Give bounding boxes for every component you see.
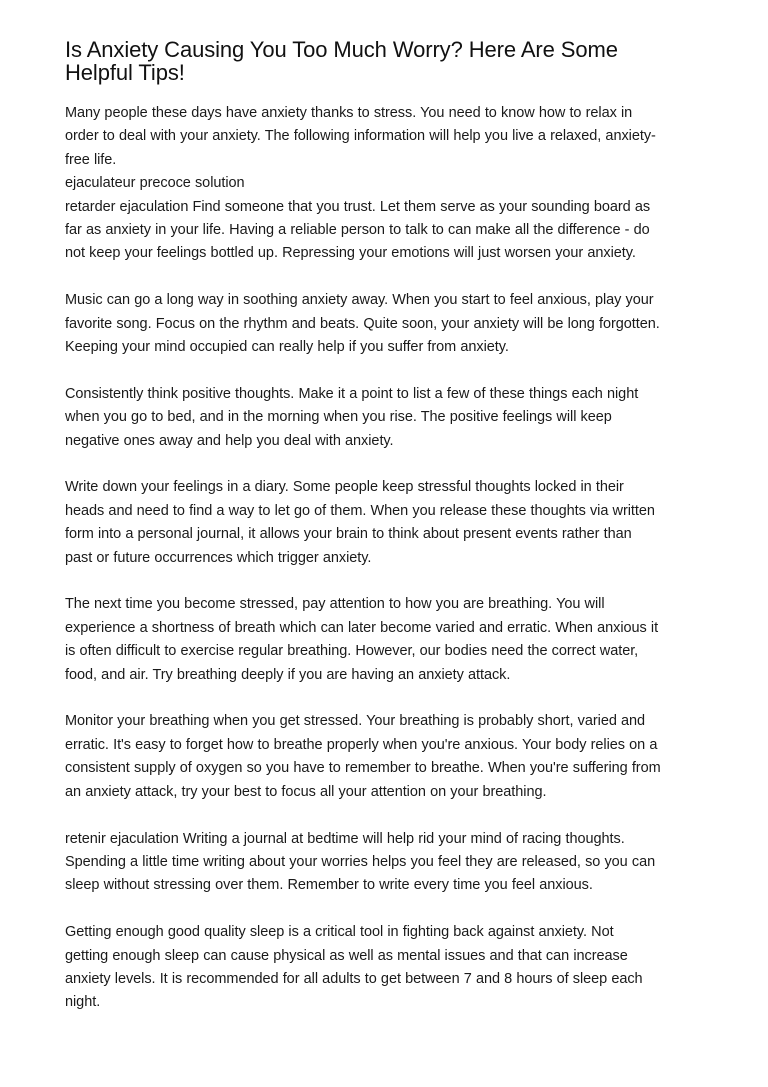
paragraph-line: Consistently think positive thoughts. Make it a point to list a few of these things each night [65,385,639,402]
paragraph-line: free life. [65,151,117,168]
paragraph-line: an anxiety attack, try your best to focus all your attention on your breathing. [65,783,547,800]
paragraph-line: order to deal with your anxiety. The following information will help you live a relaxed, anxiety- [65,128,656,145]
paragraph-line: Monitor your breathing when you get stressed. Your breathing is probably short, varied and [65,713,646,730]
paragraph-line: food, and air. Try breathing deeply if you are having an anxiety attack. [65,666,511,683]
article-body [65,102,715,1015]
paragraph [65,921,715,1015]
paragraph [65,476,715,570]
title-line: Helpful Tips! [65,60,185,85]
paragraph [65,828,715,898]
paragraph [65,289,715,359]
paragraph-line: is often difficult to exercise regular breathing. However, our bodies need the correct water, [65,643,639,660]
paragraph [65,383,715,453]
paragraph [65,593,715,687]
paragraph-line: past or future occurrences which trigger anxiety. [65,549,372,566]
paragraph-line: experience a shortness of breath which can later become varied and erratic. When anxious it [65,619,659,636]
paragraph-line: heads and need to find a way to let go of them. When you release these thoughts via written [65,502,655,519]
paragraph-line: Getting enough good quality sleep is a critical tool in fighting back against anxiety. Not [65,924,614,941]
paragraph-line: getting enough sleep can cause physical as well as mental issues and that can increase [65,947,628,964]
paragraph-line: erratic. It's easy to forget how to breathe properly when you're anxious. Your body relies on a [65,736,658,753]
paragraph-line: consistent supply of oxygen so you have to remember to breathe. When you're suffering from [65,760,661,777]
paragraph-line: negative ones away and help you deal with anxiety. [65,432,394,449]
paragraph-line: retarder ejaculation Find someone that you trust. Let them serve as your sounding board as [65,198,651,215]
paragraph-line: far as anxiety in your life. Having a reliable person to talk to can make all the difference - do [65,222,650,239]
document-page [65,38,715,1038]
paragraph-line: when you go to bed, and in the morning when you rise. The positive feelings will keep [65,409,612,426]
paragraph-line: ejaculateur precoce solution [65,175,245,192]
paragraph-line: not keep your feelings bottled up. Repressing your emotions will just worsen your anxiety. [65,245,636,262]
paragraph-line: form into a personal journal, it allows your brain to think about present events rather than [65,526,632,543]
paragraph-line: anxiety levels. It is recommended for all adults to get between 7 and 8 hours of sleep each [65,970,643,987]
paragraph-line: sleep without stressing over them. Remember to write every time you feel anxious. [65,877,593,894]
paragraph-line: night. [65,994,101,1011]
paragraph-line: Write down your feelings in a diary. Some people keep stressful thoughts locked in their [65,479,624,496]
paragraph-line: The next time you become stressed, pay attention to how you are breathing. You will [65,596,605,613]
page-title [65,38,715,84]
paragraph-line: retenir ejaculation Writing a journal at bedtime will help rid your mind of racing thoughts. [65,830,625,847]
paragraph-line: Many people these days have anxiety thanks to stress. You need to know how to relax in [65,105,633,121]
paragraph-line: Music can go a long way in soothing anxiety away. When you start to feel anxious, play your [65,292,654,309]
title-line: Is Anxiety Causing You Too Much Worry? Here Are Some [65,37,618,62]
paragraph-line: Spending a little time writing about your worries helps you feel they are released, so you can [65,853,656,870]
paragraph [65,102,715,266]
paragraph-line: favorite song. Focus on the rhythm and beats. Quite soon, your anxiety will be long forgotten. [65,315,660,332]
paragraph-line: Keeping your mind occupied can really help if you suffer from anxiety. [65,339,509,356]
paragraph [65,710,715,804]
